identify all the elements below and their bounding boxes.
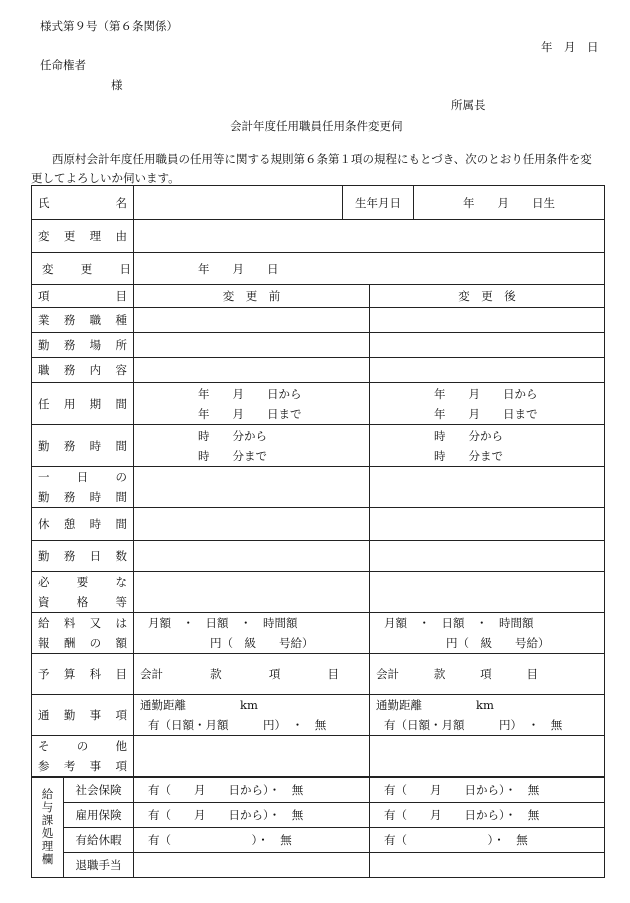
commute-before[interactable]: 通勤距離 km 有（日額・月額 円） ・ 無 bbox=[134, 695, 370, 736]
job-type-row bbox=[32, 308, 605, 333]
dob-label: 生年月日 bbox=[343, 186, 414, 219]
other-before[interactable] bbox=[134, 736, 370, 778]
name-row bbox=[32, 186, 605, 220]
workplace-label: 勤 務 場 所 bbox=[32, 333, 134, 358]
qualification-after[interactable] bbox=[370, 572, 605, 613]
conditions-table bbox=[31, 185, 605, 878]
daily-hours-after[interactable] bbox=[370, 467, 605, 508]
other-after[interactable] bbox=[370, 736, 605, 778]
paid-leave-row bbox=[32, 827, 605, 852]
change-date-row bbox=[32, 253, 605, 285]
job-type-before[interactable] bbox=[134, 308, 370, 333]
job-type-after[interactable] bbox=[370, 308, 605, 333]
social-ins-before[interactable]: 有（ 月 日から）・ 無 bbox=[134, 777, 370, 802]
retirement-row bbox=[32, 852, 605, 877]
dob-input[interactable]: 年 月 日生 bbox=[463, 195, 555, 210]
body-text-line2: 更してよろしいか伺います。 bbox=[31, 171, 180, 185]
employ-ins-label: 雇用保険 bbox=[64, 802, 134, 827]
budget-label: 予 算 科 目 bbox=[32, 654, 134, 695]
job-type-label: 業 務 職 種 bbox=[32, 308, 134, 333]
break-label: 休 憩 時 間 bbox=[32, 508, 134, 541]
form-number: 様式第９号（第６条関係） bbox=[40, 19, 178, 33]
qualification-label: 必 要 な 資 格 等 bbox=[32, 572, 134, 613]
pay-label: 給 料 又 は 報 酬 の 額 bbox=[32, 613, 134, 654]
other-label: そ の 他 参 考 事 項 bbox=[32, 736, 134, 778]
appointer-label: 任命権者 bbox=[40, 58, 86, 72]
workdays-after[interactable] bbox=[370, 541, 605, 572]
paid-leave-label: 有給休暇 bbox=[64, 827, 134, 852]
daily-hours-label: 一 日 の 勤 務 時 間 bbox=[32, 467, 134, 508]
budget-row bbox=[32, 654, 605, 695]
name-label: 氏 名 bbox=[32, 186, 134, 220]
paid-leave-after[interactable]: 有（ ）・ 無 bbox=[370, 827, 605, 852]
workdays-label: 勤 務 日 数 bbox=[32, 541, 134, 572]
break-before[interactable] bbox=[134, 508, 370, 541]
employ-ins-row bbox=[32, 802, 605, 827]
break-row bbox=[32, 508, 605, 541]
document-title: 会計年度任用職員任用条件変更伺 bbox=[230, 119, 403, 133]
reason-row bbox=[32, 220, 605, 253]
social-ins-after[interactable]: 有（ 月 日から）・ 無 bbox=[370, 777, 605, 802]
period-before[interactable]: 年 月 日から 年 月 日まで bbox=[134, 383, 370, 425]
break-after[interactable] bbox=[370, 508, 605, 541]
commute-label: 通 勤 事 項 bbox=[32, 695, 134, 736]
dept-head-label: 所属長 bbox=[451, 98, 486, 112]
daily-hours-before[interactable] bbox=[134, 467, 370, 508]
hours-before[interactable]: 時 分から 時 分まで bbox=[134, 425, 370, 467]
before-header: 変 更 前 bbox=[134, 285, 370, 308]
item-header-row bbox=[32, 285, 605, 308]
retirement-label: 退職手当 bbox=[64, 852, 134, 877]
retirement-before[interactable] bbox=[134, 852, 370, 877]
duties-row bbox=[32, 358, 605, 383]
pay-before[interactable]: 月額 ・ 日額 ・ 時間額 円（ 級 号給） bbox=[134, 613, 370, 654]
other-row bbox=[32, 736, 605, 778]
retirement-after[interactable] bbox=[370, 852, 605, 877]
period-label: 任 用 期 間 bbox=[32, 383, 134, 425]
item-label: 項 目 bbox=[32, 285, 134, 308]
change-date-label: 変 更 日 bbox=[32, 253, 134, 285]
hours-row bbox=[32, 425, 605, 467]
budget-before[interactable]: 会計 款 項 目 bbox=[134, 654, 370, 695]
hours-label: 勤 務 時 間 bbox=[32, 425, 134, 467]
workdays-before[interactable] bbox=[134, 541, 370, 572]
daily-hours-row bbox=[32, 467, 605, 508]
duties-before[interactable] bbox=[134, 358, 370, 383]
reason-input[interactable] bbox=[134, 220, 605, 253]
name-input[interactable] bbox=[134, 186, 343, 220]
period-row bbox=[32, 383, 605, 425]
budget-after[interactable]: 会計 款 項 目 bbox=[370, 654, 605, 695]
employ-ins-before[interactable]: 有（ 月 日から）・ 無 bbox=[134, 802, 370, 827]
workdays-row bbox=[32, 541, 605, 572]
qualification-row bbox=[32, 572, 605, 613]
employ-ins-after[interactable]: 有（ 月 日から）・ 無 bbox=[370, 802, 605, 827]
sama-label: 様 bbox=[111, 78, 123, 92]
paid-leave-before[interactable]: 有（ ）・ 無 bbox=[134, 827, 370, 852]
hours-after[interactable]: 時 分から 時 分まで bbox=[370, 425, 605, 467]
workplace-row bbox=[32, 333, 605, 358]
pay-after[interactable]: 月額 ・ 日額 ・ 時間額 円（ 級 号給） bbox=[370, 613, 605, 654]
body-text-line1: 西原村会計年度任用職員の任用等に関する規則第６条第１項の規程にもとづき、次のとおり任用条件を変 bbox=[52, 152, 592, 166]
qualification-before[interactable] bbox=[134, 572, 370, 613]
commute-after[interactable]: 通勤距離 km 有（日額・月額 円） ・ 無 bbox=[370, 695, 605, 736]
commute-row bbox=[32, 695, 605, 736]
duties-after[interactable] bbox=[370, 358, 605, 383]
payroll-section-label: 給 与 課 処 理 欄 bbox=[32, 777, 64, 877]
reason-label: 変 更 理 由 bbox=[32, 220, 134, 253]
workplace-before[interactable] bbox=[134, 333, 370, 358]
social-ins-row bbox=[32, 777, 605, 802]
change-date-input[interactable]: 年 月 日 bbox=[134, 253, 605, 285]
social-ins-label: 社会保険 bbox=[64, 777, 134, 802]
date-line: 年 月 日 bbox=[541, 40, 599, 54]
period-after[interactable]: 年 月 日から 年 月 日まで bbox=[370, 383, 605, 425]
pay-row bbox=[32, 613, 605, 654]
after-header: 変 更 後 bbox=[370, 285, 605, 308]
workplace-after[interactable] bbox=[370, 333, 605, 358]
duties-label: 職 務 内 容 bbox=[32, 358, 134, 383]
